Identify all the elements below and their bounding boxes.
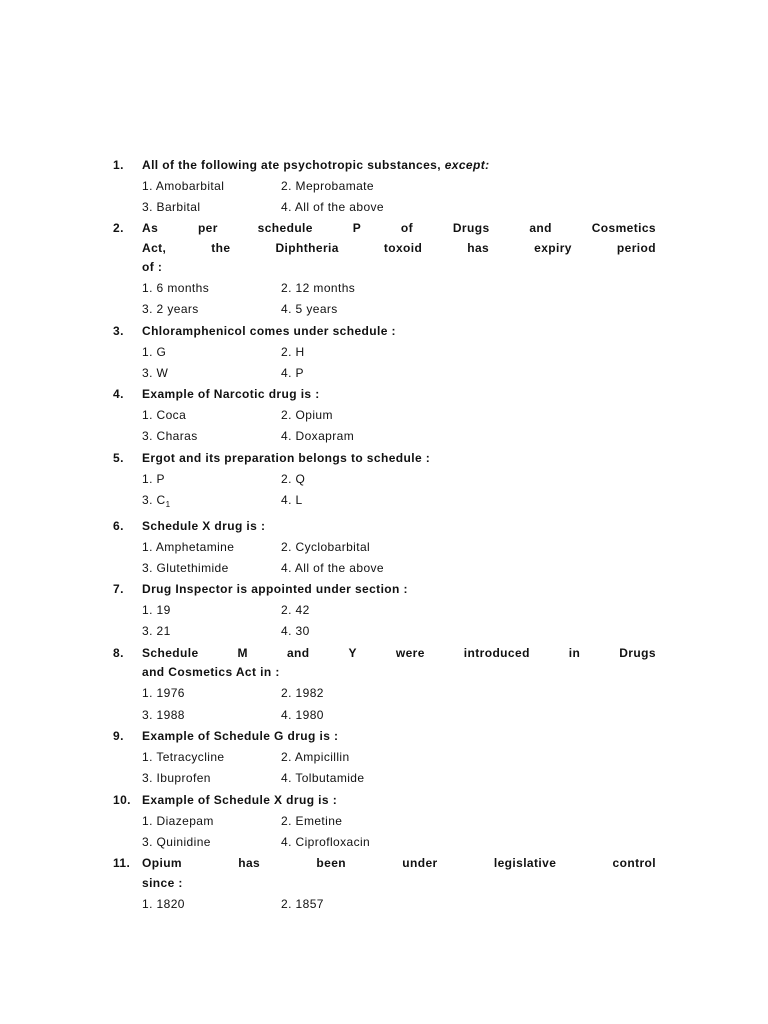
option: 4. Doxapram — [281, 429, 355, 443]
option: 2. Cyclobarbital — [281, 540, 371, 554]
question-2-line-2 — [0, 240, 768, 256]
question-number: 10. — [113, 793, 131, 807]
options-row — [0, 602, 768, 618]
question-number: 9. — [113, 729, 124, 743]
question-text-line: and Cosmetics Act in : — [142, 665, 280, 679]
question-5 — [0, 450, 768, 466]
option: 4. 30 — [281, 624, 310, 638]
options-row — [0, 813, 768, 829]
question-text: Example of Narcotic drug is : — [142, 387, 320, 401]
question-emphasis: except: — [444, 158, 490, 172]
options-row — [0, 560, 768, 576]
option: 3. W — [142, 366, 169, 380]
options-row — [0, 471, 768, 487]
option: 3. 2 years — [142, 302, 199, 316]
question-text: Schedule X drug is : — [142, 519, 266, 533]
question-number: 11. — [113, 856, 131, 870]
question-3 — [0, 323, 768, 339]
option: 3. Quinidine — [142, 835, 211, 849]
question-1 — [0, 157, 768, 173]
option: 2. Ampicillin — [281, 750, 350, 764]
option: 2. 42 — [281, 603, 310, 617]
question-text: Chloramphenicol comes under schedule : — [142, 324, 396, 338]
options-row — [0, 428, 768, 444]
question-number: 6. — [113, 519, 124, 533]
question-11 — [0, 855, 768, 871]
option: 4. 1980 — [281, 708, 324, 722]
question-number: 4. — [113, 387, 124, 401]
question-number: 7. — [113, 582, 124, 596]
option: 3. Ibuprofen — [142, 771, 211, 785]
option: 2. 12 months — [281, 281, 356, 295]
question-10 — [0, 792, 768, 808]
options-row — [0, 178, 768, 194]
option: 2. Opium — [281, 408, 333, 422]
question-number: 8. — [113, 646, 124, 660]
question-8 — [0, 645, 768, 661]
options-row — [0, 834, 768, 850]
option: 1. P — [142, 472, 165, 486]
question-text-line: Act, the Diphtheria toxoid has expiry period — [142, 241, 656, 255]
options-row — [0, 623, 768, 639]
question-number: 1. — [113, 158, 124, 172]
options-row — [0, 707, 768, 723]
option: 2. 1857 — [281, 897, 324, 911]
question-2 — [0, 220, 768, 236]
option: 1. 19 — [142, 603, 171, 617]
option: 1. Amobarbital — [142, 179, 225, 193]
option: 1. Diazepam — [142, 814, 214, 828]
question-4 — [0, 386, 768, 402]
options-row — [0, 749, 768, 765]
question-text: Example of Schedule X drug is : — [142, 793, 338, 807]
option: 2. 1982 — [281, 686, 324, 700]
option: 3. 1988 — [142, 708, 185, 722]
option: 2. Emetine — [281, 814, 343, 828]
options-row — [0, 770, 768, 786]
option: 3. 21 — [142, 624, 171, 638]
options-row — [0, 301, 768, 317]
option: 1. 1976 — [142, 686, 185, 700]
option: 1. Coca — [142, 408, 187, 422]
question-11-line-2 — [0, 875, 768, 891]
option: 2. Meprobamate — [281, 179, 374, 193]
option: 3. Glutethimide — [142, 561, 229, 575]
question-text: Ergot and its preparation belongs to schedule : — [142, 451, 431, 465]
question-number: 2. — [113, 221, 124, 235]
question-text-line: of : — [142, 260, 163, 274]
option: 4. P — [281, 366, 304, 380]
option: 4. Tolbutamide — [281, 771, 365, 785]
option: 4. 5 years — [281, 302, 338, 316]
option: 2. H — [281, 345, 305, 359]
option: 1. G — [142, 345, 167, 359]
option: 1. 1820 — [142, 897, 185, 911]
option: 4. L — [281, 493, 303, 507]
subscript: 1 — [165, 500, 171, 509]
options-row — [0, 199, 768, 215]
options-row — [0, 539, 768, 555]
question-text-line: As per schedule P of Drugs and Cosmetics — [142, 221, 656, 235]
options-row — [0, 344, 768, 360]
option: 3. Barbital — [142, 200, 201, 214]
option: 1. 6 months — [142, 281, 210, 295]
question-number: 5. — [113, 451, 124, 465]
question-text-line: Opium has been under legislative control — [142, 856, 656, 870]
question-text-line: Schedule M and Y were introduced in Drugs — [142, 646, 656, 660]
option: 4. All of the above — [281, 200, 385, 214]
question-number: 3. — [113, 324, 124, 338]
question-text: Drug Inspector is appointed under section : — [142, 582, 408, 596]
question-text: Example of Schedule G drug is : — [142, 729, 339, 743]
options-row — [0, 492, 768, 508]
question-6 — [0, 518, 768, 534]
option: 1. Amphetamine — [142, 540, 235, 554]
option: 1. Tetracycline — [142, 750, 225, 764]
options-row — [0, 896, 768, 912]
option: 4. Ciprofloxacin — [281, 835, 371, 849]
options-row — [0, 407, 768, 423]
option: 3. Charas — [142, 429, 198, 443]
option: 2. Q — [281, 472, 306, 486]
option: 3. $C_1$ — [142, 493, 171, 509]
question-7 — [0, 581, 768, 597]
question-9 — [0, 728, 768, 744]
options-row — [0, 365, 768, 381]
question-text: All of the following ate psychotropic substances, except: — [142, 158, 490, 172]
options-row — [0, 685, 768, 701]
option: 4. All of the above — [281, 561, 385, 575]
question-text-line: since : — [142, 876, 183, 890]
options-row — [0, 280, 768, 296]
question-8-line-2 — [0, 664, 768, 680]
question-2-line-3 — [0, 259, 768, 275]
